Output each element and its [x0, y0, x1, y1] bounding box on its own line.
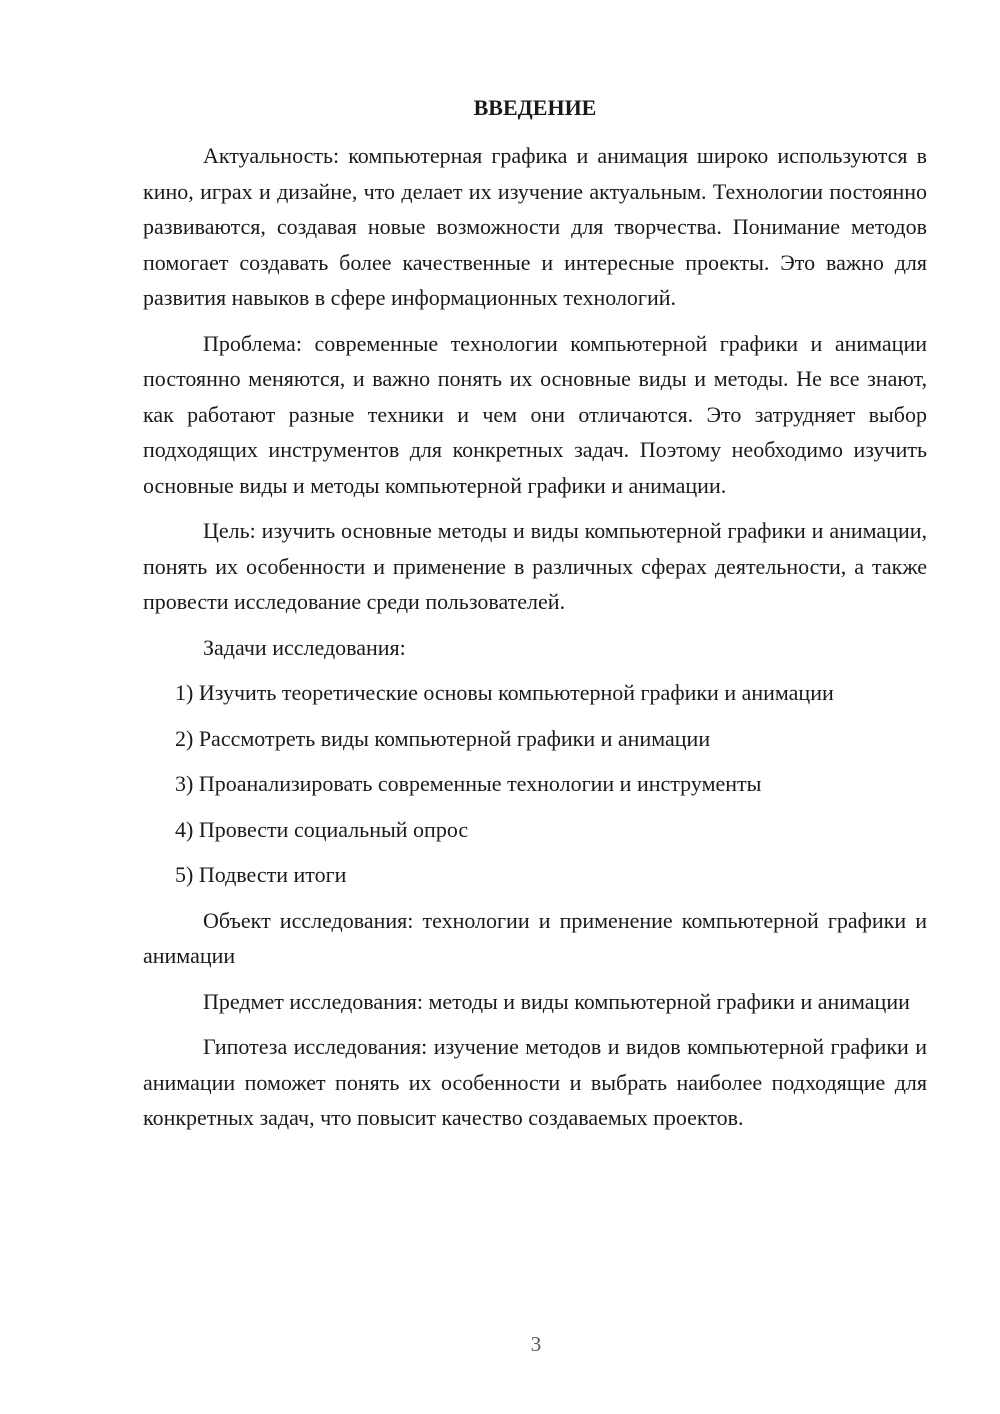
problem-paragraph: Проблема: современные технологии компьютерной графики и анимации постоянно меняются, и важно понять их основные виды и методы. Не все знают, как работают разные техники и чем они отличаются. Это затрудняет выбор подходящих инструментов для конкретных задач. Поэтому необходимо изучить основные виды и методы компьютерной графики и анимации. — [143, 330, 927, 498]
relevance-paragraph: Актуальность: компьютерная графика и анимация широко используются в кино, играх и дизайне, что делает их изучение актуальным. Технологии постоянно развиваются, создавая новые возможности для творчества. Понимание методов помогает создавать более качественные и интересные проекты. Это важно для развития навыков в сфере информационных технологий. — [143, 143, 927, 310]
goal-paragraph: Цель: изучить основные методы и виды компьютерной графики и анимации, понять их особенности и применение в различных сферах деятельности, а также провести исследование среди пользователей. — [143, 518, 927, 614]
task-item-5: 5) Подвести итоги — [175, 862, 347, 887]
object-paragraph: Объект исследования: технологии и применение компьютерной графики и анимации — [143, 907, 927, 968]
task-item-3: 3) Проанализировать современные технологии и инструменты — [175, 771, 762, 796]
page-number: 3 — [530, 1332, 542, 1356]
tasks-heading: Задачи исследования: — [203, 634, 406, 660]
task-item-2: 2) Рассмотреть виды компьютерной графики и анимации — [175, 725, 711, 751]
subject-paragraph: Предмет исследования: методы и виды компьютерной графики и анимации — [203, 988, 910, 1014]
page-content — [143, 88, 927, 1146]
task-item-1: 1) Изучить теоретические основы компьютерной графики и анимации — [175, 680, 834, 705]
page-title: ВВЕДЕНИЕ — [473, 95, 597, 120]
task-item-4: 4) Провести социальный опрос — [175, 816, 469, 842]
hypothesis-paragraph: Гипотеза исследования: изучение методов и видов компьютерной графики и анимации поможет понять их особенности и выбрать наиболее подходящие для конкретных задач, что повысит качество создаваемых проектов. — [143, 1034, 927, 1130]
